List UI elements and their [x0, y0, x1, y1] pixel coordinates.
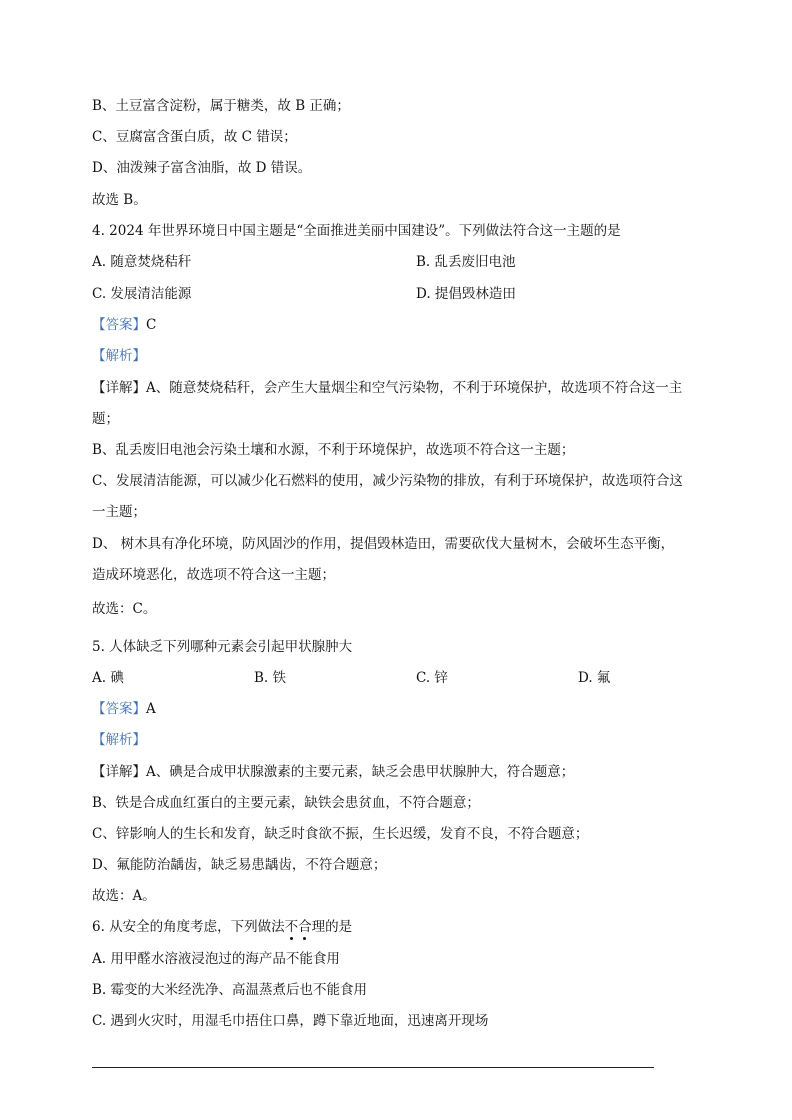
detail-tag: 【详解】 — [92, 764, 146, 780]
detail-text: A、随意焚烧秸秆，会产生大量烟尘和空气污染物，不利于环境保护，故选项不符合这一主 — [146, 380, 683, 396]
q4-detail-c-line1: C、发展清洁能源，可以减少化石燃料的使用，减少污染物的排放，有利于环境保护，故选项符合这 — [92, 473, 683, 489]
q5-stem: 5. 人体缺乏下列哪种元素会引起甲状腺肿大 — [92, 639, 353, 655]
q4-analysis-heading — [92, 347, 146, 365]
q4-option-c: C. 发展清洁能源 — [92, 286, 192, 302]
q4-detail-a-line1 — [92, 379, 682, 397]
q4-detail-a-line2: 题； — [92, 411, 119, 427]
q6-option-c: C. 遇到火灾时，用湿毛巾捂住口鼻，蹲下靠近地面，迅速离开现场 — [92, 1013, 489, 1029]
answer-tag: 【答案】 — [92, 701, 146, 717]
detail-tag: 【详解】 — [92, 380, 146, 396]
q4-stem: 4. 2024 年世界环境日中国主题是“全面推进美丽中国建设”。下列做法符合这一主题的是 — [92, 223, 621, 239]
q5-option-b: B. 铁 — [254, 670, 287, 686]
q3-analysis-b: B、土豆富含淀粉，属于糖类，故 B 正确； — [92, 98, 350, 114]
q3-analysis-c: C、豆腐富含蛋白质，故 C 错误； — [92, 129, 297, 145]
q4-option-b: B. 乱丢废旧电池 — [416, 254, 516, 270]
q3-conclusion: 故选 B。 — [92, 192, 147, 208]
q6-stem — [92, 918, 352, 936]
q5-detail-c: C、锌影响人的生长和发育，缺乏时食欲不振，生长迟缓，发育不良，不符合题意； — [92, 826, 589, 842]
q6-option-a: A. 用甲醛水溶液浸泡过的海产品不能食用 — [92, 951, 340, 967]
q6-stem-before: 6. 从安全的角度考虑，下列做法 — [92, 919, 285, 935]
q4-option-a: A. 随意焚烧秸秆 — [92, 254, 192, 270]
q4-option-d: D. 提倡毁林造田 — [416, 286, 516, 302]
q4-answer — [92, 316, 156, 334]
analysis-tag: 【解析】 — [92, 732, 146, 748]
q5-detail-a — [92, 763, 574, 781]
detail-text: A、碘是合成甲状腺激素的主要元素，缺乏会患甲状腺肿大，符合题意； — [146, 764, 575, 780]
q5-option-d: D. 氟 — [578, 670, 611, 686]
answer-value: C — [146, 317, 157, 333]
q5-option-a: A. 碘 — [92, 670, 124, 686]
q5-detail-d: D、氟能防治龋齿，缺乏易患龋齿，不符合题意； — [92, 857, 387, 873]
q6-stem-after: 理的是 — [311, 919, 353, 935]
q4-detail-c-line2: 一主题； — [92, 504, 146, 520]
q5-answer — [92, 700, 156, 718]
q5-detail-b: B、铁是合成血红蛋白的主要元素，缺铁会患贫血，不符合题意； — [92, 795, 480, 811]
footer-rule — [92, 1067, 654, 1068]
q4-detail-d-line2: 造成环境恶化，故选项不符合这一主题； — [92, 567, 335, 583]
q4-detail-b: B、乱丢废旧电池会污染土壤和水源，不利于环境保护，故选项不符合这一主题； — [92, 442, 575, 458]
q4-detail-d-line1: D、 树木具有净化环境，防风固沙的作用，提倡毁林造田，需要砍伐大量树木，会破坏生态平衡， — [92, 536, 675, 552]
q4-conclusion: 故选：C。 — [92, 601, 157, 617]
emphasis-mark: 合 — [298, 919, 312, 935]
analysis-tag: 【解析】 — [92, 348, 146, 364]
q3-analysis-d: D、油泼辣子富含油脂，故 D 错误。 — [92, 160, 312, 176]
answer-tag: 【答案】 — [92, 317, 146, 333]
q6-option-b: B. 霉变的大米经洗净、高温蒸煮后也不能食用 — [92, 982, 368, 998]
emphasis-mark: 不 — [284, 919, 299, 935]
answer-value: A — [146, 701, 156, 717]
q5-option-c: C. 锌 — [416, 670, 448, 686]
q5-analysis-heading — [92, 731, 146, 749]
q5-conclusion: 故选：A。 — [92, 888, 156, 904]
